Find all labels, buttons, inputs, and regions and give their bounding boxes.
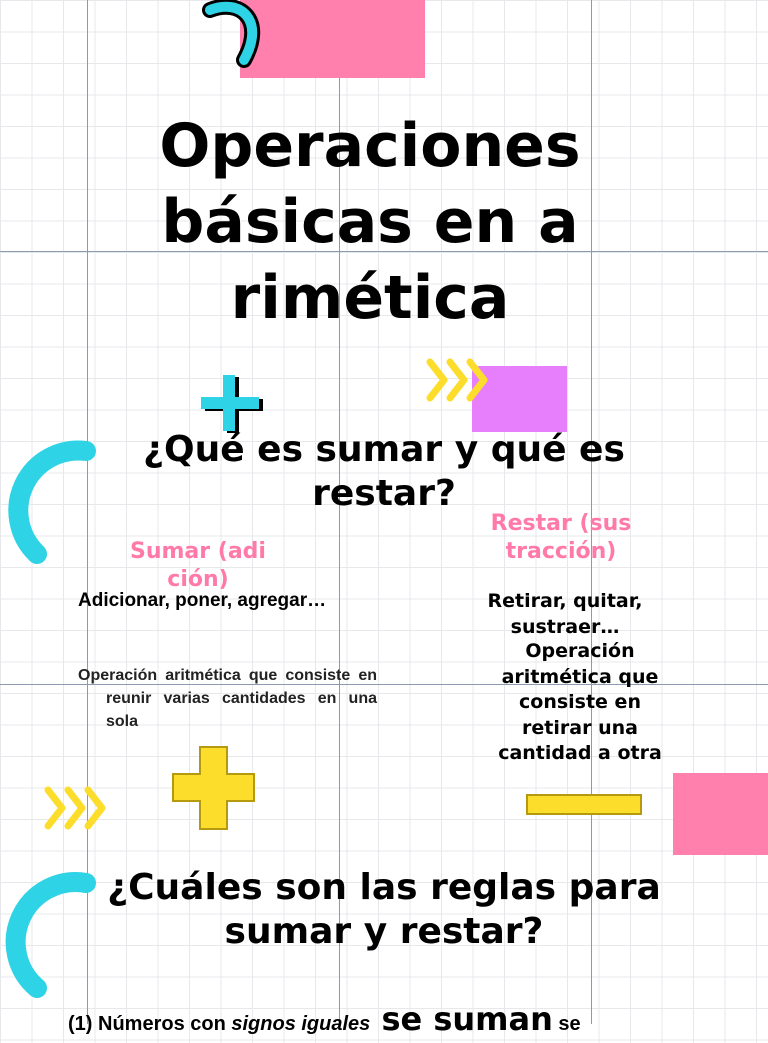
pink-rectangle bbox=[673, 773, 768, 855]
sumar-definition: Operación aritmética que consiste en reunir varias cantidades en una sola bbox=[78, 667, 377, 730]
cyan-arc-icon bbox=[0, 866, 100, 1006]
sumar-label: Sumar (adición) bbox=[130, 539, 266, 592]
rule-1-emphasis: signos iguales bbox=[231, 1013, 371, 1035]
section-question-2: ¿Cuáles son las reglas para sumar y restar? bbox=[107, 867, 661, 952]
section-question-1: ¿Qué es sumar y qué es restar? bbox=[143, 429, 625, 514]
plus-icon bbox=[198, 373, 268, 435]
restar-definition: Operación aritmética que consiste en retirar una cantidad a otra bbox=[498, 640, 662, 764]
chevrons-icon bbox=[42, 784, 112, 832]
sumar-synonyms: Adicionar, poner, agregar… bbox=[78, 590, 327, 611]
rule-1-prefix: (1) Números con bbox=[68, 1013, 232, 1035]
chevrons-icon bbox=[424, 356, 492, 404]
rule-1-big: se suman bbox=[370, 1000, 553, 1038]
yellow-plus-icon bbox=[170, 744, 258, 834]
rule-1 bbox=[68, 1000, 758, 1043]
page-title: Operaciones básicas en arimética bbox=[159, 111, 581, 333]
cyan-arc-icon bbox=[0, 434, 100, 568]
rule-1-suffix: se bbox=[552, 1013, 581, 1035]
restar-label: Restar (sustracción) bbox=[490, 511, 632, 564]
yellow-minus-icon bbox=[524, 792, 644, 818]
cyan-hook-icon bbox=[200, 0, 270, 72]
restar-synonyms: Retirar, quitar, sustraer… bbox=[487, 590, 643, 638]
